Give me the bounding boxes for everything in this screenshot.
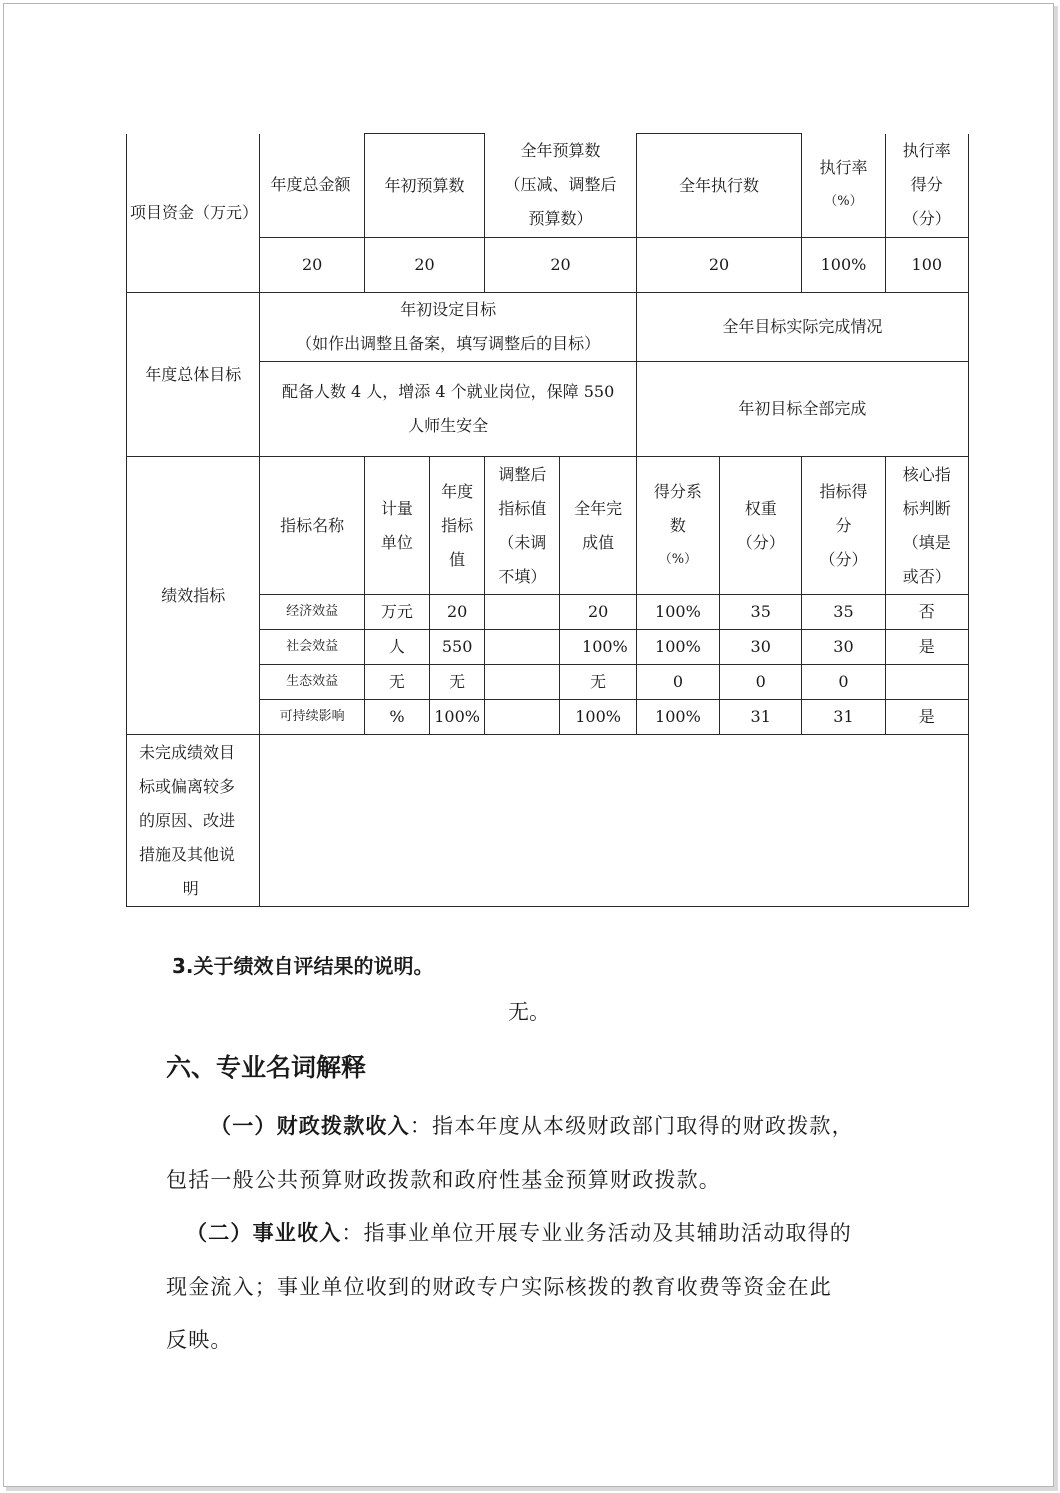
indicator-score: 30 xyxy=(802,630,885,665)
definition-item-2-line-3: 反映。 xyxy=(166,1328,233,1352)
funds-header-row xyxy=(127,134,969,238)
indicator-score: 31 xyxy=(802,700,885,735)
funds-row-label: 项目资金（万元） xyxy=(127,134,260,293)
indicator-score: 35 xyxy=(802,595,885,630)
indicator-weight: 30 xyxy=(720,630,802,665)
indicator-weight: 31 xyxy=(720,700,802,735)
funds-annual-total-value: 20 xyxy=(260,238,364,293)
indicator-coef: 100% xyxy=(636,595,719,630)
indicator-unit: 无 xyxy=(364,665,429,700)
indicator-core-header: 核心指 标判断 （填是 或否） xyxy=(885,457,968,595)
indicator-adjusted-header: 调整后 指标值 （未调 不填） xyxy=(485,457,560,595)
funds-annual-total-header: 年度总金额 xyxy=(260,134,364,238)
indicator-unit: 人 xyxy=(364,630,429,665)
indicator-weight-header: 权重 （分） xyxy=(720,457,802,595)
indicator-adjusted xyxy=(485,665,560,700)
performance-table xyxy=(126,133,969,907)
indicator-adjusted xyxy=(485,630,560,665)
indicator-adjusted xyxy=(485,700,560,735)
page-shadow-right xyxy=(1054,6,1058,1491)
indicator-annual-header: 年度 指标 值 xyxy=(430,457,485,595)
indicator-coef-header: 得分系 数 （%） xyxy=(636,457,719,595)
funds-rate-score-header: 执行率 得分 （分） xyxy=(885,134,968,238)
unfinished-label: 未完成绩效目 标或偏离较多 的原因、改进 措施及其他说 明 xyxy=(127,735,260,907)
goals-row-label: 年度总体目标 xyxy=(127,293,260,457)
indicator-weight: 35 xyxy=(720,595,802,630)
funds-full-year-budget-value: 20 xyxy=(485,238,637,293)
indicator-annual: 无 xyxy=(430,665,485,700)
funds-full-year-execution-value: 20 xyxy=(636,238,802,293)
indicator-name: 可持续影响 xyxy=(260,700,364,735)
section6-title: 六、专业名词解释 xyxy=(166,1053,367,1082)
indicator-unit: % xyxy=(364,700,429,735)
indicator-name-header: 指标名称 xyxy=(260,457,364,595)
indicator-name: 经济效益 xyxy=(260,595,364,630)
indicator-score: 0 xyxy=(802,665,885,700)
funds-full-year-budget-header: 全年预算数 （压减、调整后 预算数） xyxy=(485,134,637,238)
indicator-core xyxy=(885,665,968,700)
indicator-name: 社会效益 xyxy=(260,630,364,665)
indicator-annual: 100% xyxy=(430,700,485,735)
funds-initial-budget-header: 年初预算数 xyxy=(364,134,484,238)
goals-actual-value: 年初目标全部完成 xyxy=(636,362,968,457)
indicator-unit-header: 计量 单位 xyxy=(364,457,429,595)
funds-execution-rate-value: 100% xyxy=(802,238,885,293)
definition-item-1-line-1 xyxy=(210,1110,854,1140)
funds-initial-budget-value: 20 xyxy=(364,238,484,293)
indicator-core: 是 xyxy=(885,630,968,665)
indicator-adjusted xyxy=(485,595,560,630)
goals-actual-header: 全年目标实际完成情况 xyxy=(636,293,968,362)
goals-set-header: 年初设定目标 （如作出调整且备案，填写调整后的目标） xyxy=(260,293,636,362)
indicator-name: 生态效益 xyxy=(260,665,364,700)
indicator-core: 否 xyxy=(885,595,968,630)
definition-item-1-text: ：指本年度从本级财政部门取得的财政拨款， xyxy=(409,1114,854,1138)
indicator-weight: 0 xyxy=(720,665,802,700)
indicator-coef: 100% xyxy=(636,630,719,665)
definition-item-2-text: ：指事业单位开展专业业务活动及其辅助活动取得的 xyxy=(341,1221,853,1245)
indicator-completed: 100% xyxy=(560,630,636,665)
section3-body: 无。 xyxy=(508,1000,550,1024)
indicator-unit: 万元 xyxy=(364,595,429,630)
indicator-score-header: 指标得 分 （分） xyxy=(802,457,885,595)
definition-item-1-line-2: 包括一般公共预算财政拨款和政府性基金预算财政拨款。 xyxy=(166,1168,721,1192)
indicator-completed: 100% xyxy=(560,700,636,735)
definition-item-2-line-1 xyxy=(186,1217,852,1247)
page-shadow xyxy=(6,1487,1057,1491)
section3-title: 3.关于绩效自评结果的说明。 xyxy=(172,954,434,978)
definition-item-2-line-2: 现金流入；事业单位收到的财政专户实际核拨的教育收费等资金在此 xyxy=(166,1275,832,1299)
indicator-core: 是 xyxy=(885,700,968,735)
indicators-row-label: 绩效指标 xyxy=(127,457,260,735)
indicator-coef: 100% xyxy=(636,700,719,735)
indicator-coef: 0 xyxy=(636,665,719,700)
indicators-header-row xyxy=(127,457,969,595)
definition-item-2-label: （二）事业收入 xyxy=(186,1221,342,1245)
indicator-completed: 20 xyxy=(560,595,636,630)
funds-execution-rate-header: 执行率 （%） xyxy=(802,134,885,238)
indicator-completed-header: 全年完 成值 xyxy=(560,457,636,595)
unfinished-content xyxy=(260,735,969,907)
indicator-completed: 无 xyxy=(560,665,636,700)
indicator-annual: 20 xyxy=(430,595,485,630)
goals-set-value: 配备人数 4 人，增添 4 个就业岗位，保障 550 人师生安全 xyxy=(260,362,636,457)
indicator-annual: 550 xyxy=(430,630,485,665)
definition-item-1-label: （一）财政拨款收入 xyxy=(210,1114,410,1138)
funds-full-year-execution-header: 全年执行数 xyxy=(636,134,802,238)
funds-rate-score-value: 100 xyxy=(885,238,968,293)
unfinished-row xyxy=(127,735,969,907)
goals-header-row xyxy=(127,293,969,362)
